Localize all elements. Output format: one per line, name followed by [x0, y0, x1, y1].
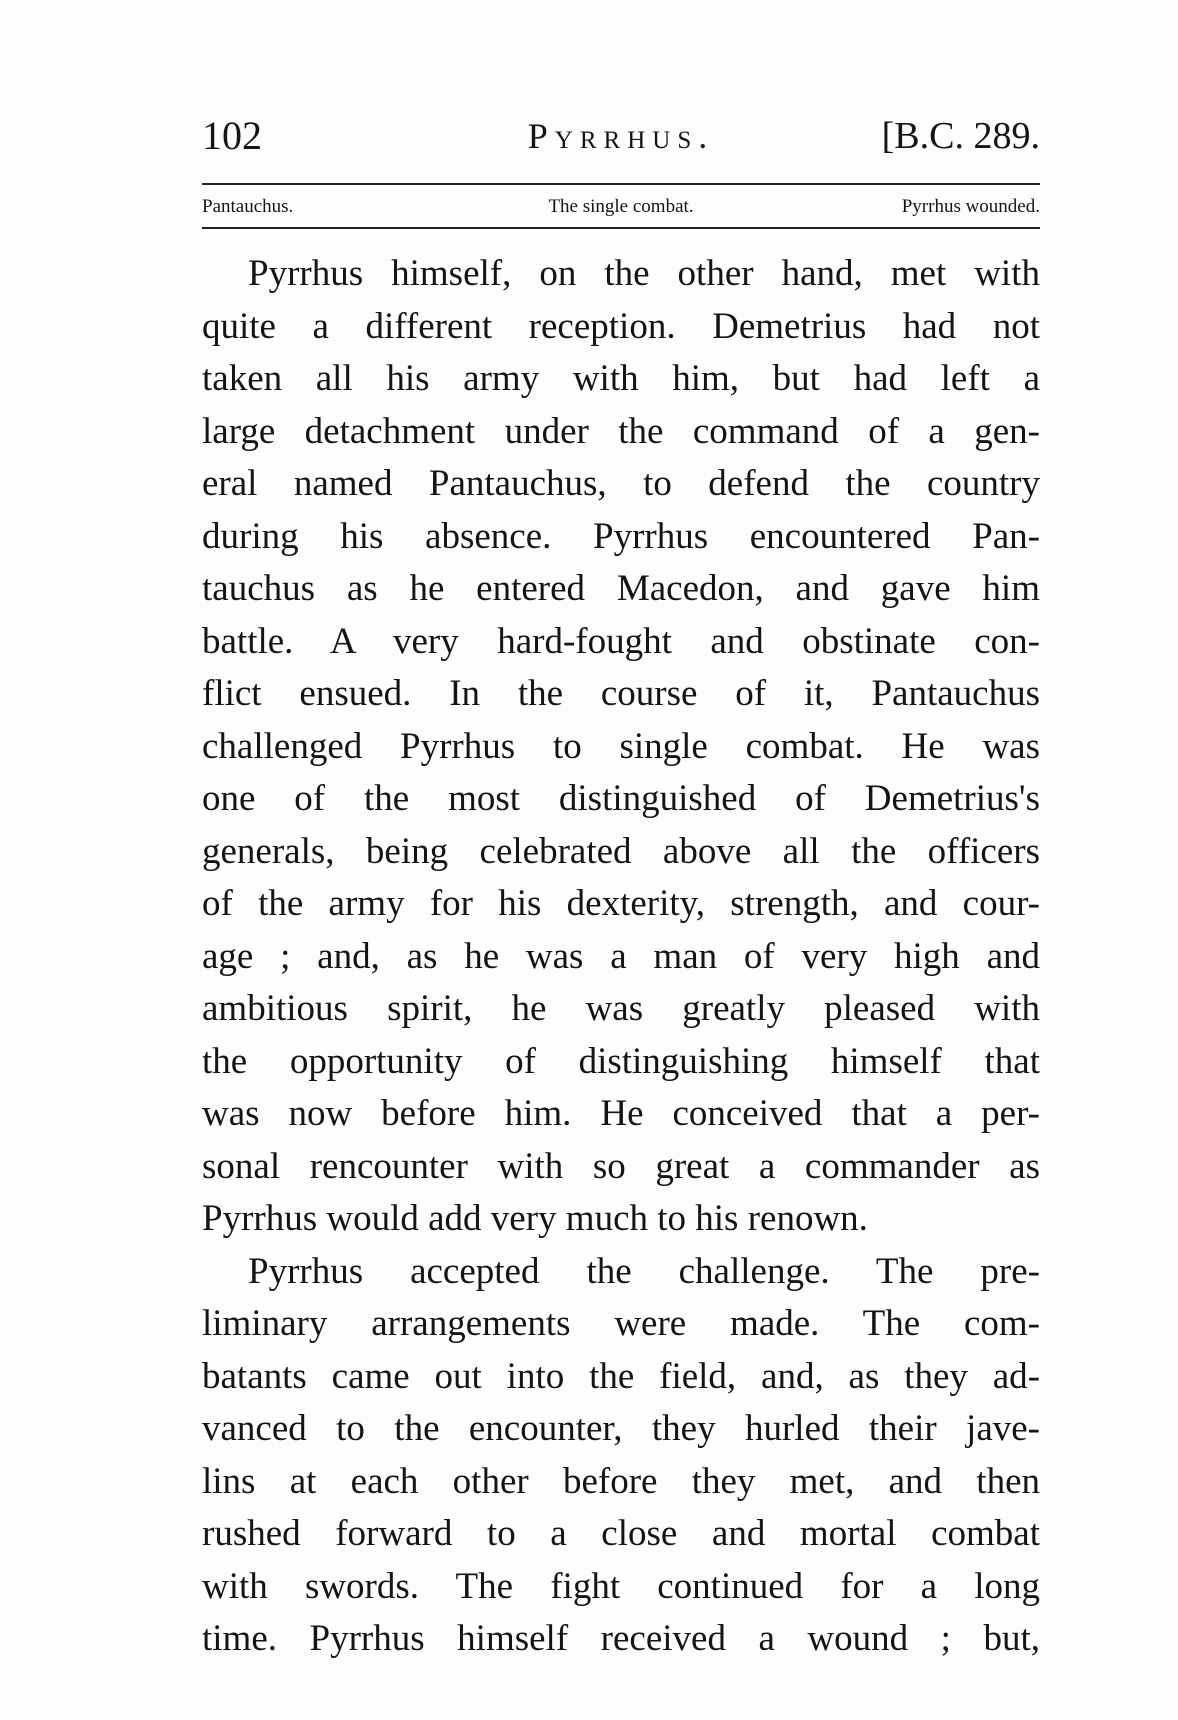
text-line: eral named Pantauchus, to defend the country — [202, 463, 1040, 504]
text-line: the opportunity of distinguishing himself that — [202, 1040, 1040, 1082]
running-title: Pyrrhus. — [527, 116, 715, 156]
text-line: Pyrrhus himself, on the other hand, met with — [248, 253, 1040, 294]
text-line: quite a different reception. Demetrius had not — [202, 305, 1040, 347]
text-line: Pyrrhus accepted the challenge. The pre- — [248, 1250, 1040, 1292]
text-line: rushed forward to a close and mortal combat — [202, 1513, 1040, 1554]
page-header — [202, 112, 1040, 174]
text-line: tauchus as he entered Macedon, and gave him — [202, 568, 1040, 609]
text-line: vanced to the encounter, they hurled their jave- — [202, 1408, 1040, 1449]
text-line: ambitious spirit, he was greatly pleased with — [202, 988, 1040, 1029]
date-tag: [B.C. 289. — [881, 115, 1040, 157]
side-note-left: Pantauchus. — [202, 196, 294, 217]
text-line: time. Pyrrhus himself received a wound ; but, — [202, 1618, 1040, 1659]
text-line: generals, being celebrated above all the officers — [202, 830, 1040, 872]
text-line: sonal rencounter with so great a commander as — [202, 1145, 1040, 1187]
text-line: one of the most distinguished of Demetrius's — [202, 778, 1040, 819]
text-line: age ; and, as he was a man of very high and — [202, 935, 1040, 977]
text-line: challenged Pyrrhus to single combat. He was — [202, 725, 1040, 767]
text-line: was now before him. He conceived that a per- — [202, 1093, 1040, 1134]
text-line: batants came out into the field, and, as they ad- — [202, 1355, 1040, 1397]
text-line: of the army for his dexterity, strength, and cour- — [202, 883, 1040, 924]
text-line: Pyrrhus would add very much to his renown. — [202, 1198, 868, 1239]
text-line: flict ensued. In the course of it, Pantauchus — [202, 673, 1040, 714]
side-note-center: The single combat. — [548, 196, 694, 217]
text-line: with swords. The fight continued for a long — [202, 1565, 1040, 1607]
text-line: taken all his army with him, but had left a — [202, 358, 1040, 399]
body-text — [202, 248, 1040, 1666]
text-line: large detachment under the command of a gen- — [202, 410, 1040, 452]
side-notes — [202, 190, 1040, 224]
header-rule-bottom — [202, 227, 1040, 229]
header-rule-top — [202, 183, 1040, 185]
text-line: during his absence. Pyrrhus encountered Pan- — [202, 515, 1040, 557]
page-number: 102 — [202, 113, 262, 158]
text-line: battle. A very hard-fought and obstinate con- — [202, 620, 1040, 662]
text-line: lins at each other before they met, and then — [202, 1460, 1040, 1502]
side-note-right: Pyrrhus wounded. — [901, 196, 1040, 217]
text-line: liminary arrangements were made. The com- — [202, 1303, 1040, 1344]
